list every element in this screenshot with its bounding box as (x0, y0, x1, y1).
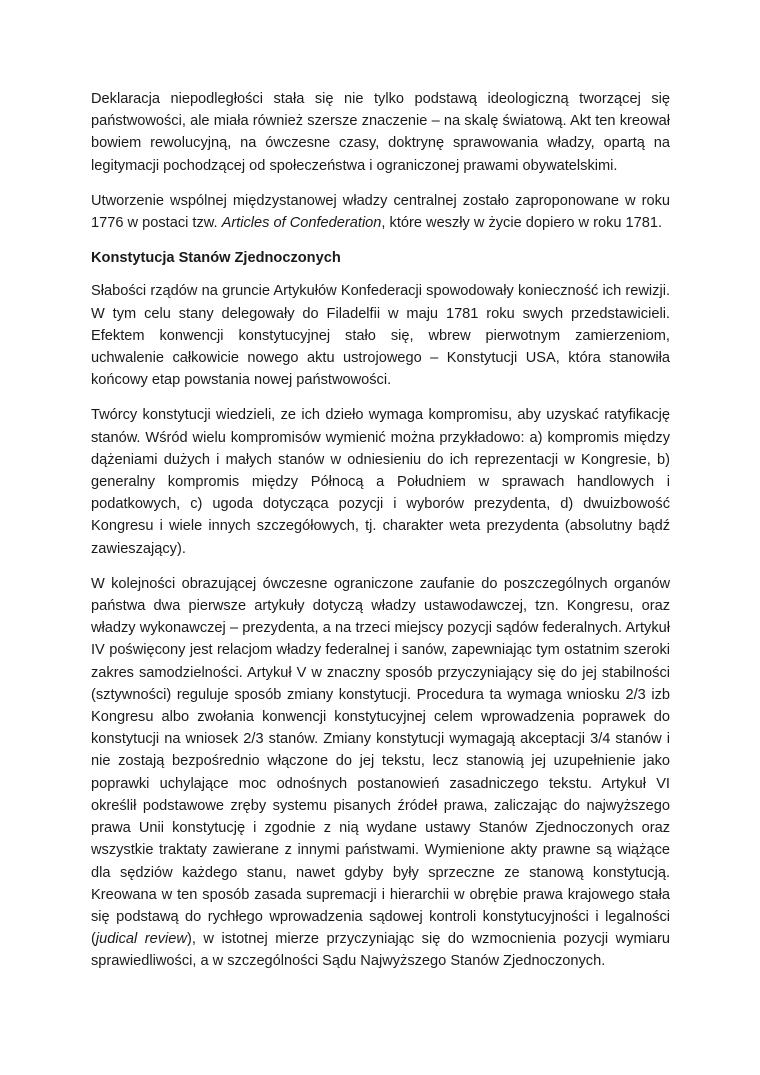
italic-term: judical review (95, 931, 187, 948)
paragraph-declaration: Deklaracja niepodległości stała się nie tylko podstawą ideologiczną tworzącej się państwowości, ale miała również szersze znaczenie – na skalę światową. Akt ten kreował bowiem rewolucyjną, na ówczesne czasy, doktrynę sprawowania władzy, opartą na legitymacji pochodzącej od społeczeństwa i ograniczonej prawami obywatelskimi. (91, 91, 670, 174)
text-span: Utworzenie wspólnej międzystanowej władzy centralnej zostało zaproponowane w roku 1776 w postaci tzw. (91, 192, 670, 232)
text-span: ), w istotnej mierze przyczyniając się do wzmocnienia pozycji wymiaru sprawiedliwości, a w szczególności Sądu Najwyższego Stanów Zjednoczonych. (91, 931, 670, 970)
paragraph-compromises: Twórcy konstytucji wiedzieli, ze ich dzieło wymaga kompromisu, aby uzyskać ratyfikację stanów. Wśród wielu kompromisów wymienić można przykładowo: a) kompromis między dążeniami dużych i małych stanów w odniesieniu do ich reprezentacji w Kongresie, b) generalny kompromis między Północą a Południem w sprawach handlowych i podatkowych, c) ugoda dotycząca pozycji i wyborów prezydenta, d) dwuizbowość Kongresu i wiele innych szczegółowych, tj. charakter weta prezydenta (absolutny bądź zawieszający). (91, 407, 670, 557)
paragraph-articles-of-confederation (91, 190, 670, 234)
section-heading: Konstytucja Stanów Zjednoczonych (91, 250, 341, 267)
paragraph-convention: Słabości rządów na gruncie Artykułów Konfederacji spowodowały konieczność ich rewizji. W tym celu stany delegowały do Filadelfii w maju 1781 roku swych przedstawicieli. Efektem konwencji konstytucyjnej stało się, wbrew pierwotnym zamierzeniom, uchwalenie całkowicie nowego aktu ustrojowego – Konstytucji USA, która stanowiła końcowy etap powstania nowej państwowości. (91, 283, 670, 389)
text-span: W kolejności obrazującej ówczesne ograniczone zaufanie do poszczególnych organów państwa dwa pierwsze artykuły dotyczą władzy ustawodawczej, tzn. Kongresu, oraz władzy wykonawczej – prezydenta, a na trzeci miejscy pozycji sądów federalnych. Artykuł IV poświęcony jest relacjom władzy federalnej i sanów, zapewniając tym ostatnim szeroki zakres samodzielności. Artykuł V w znaczny sposób przyczyniający się do jej stabilności (sztywności) reguluje sposób zmiany konstytucji. Procedura ta wymaga wniosku 2/3 izb Kongresu albo zwołania konwencji konstytucyjnej celem wprowadzenia poprawek do konstytucji na wniosek 2/3 stanów. Zmiany konstytucji wymagają akceptacji 3/4 stanów i nie zostają bezpośrednio włączone do jej tekstu, lecz stanowią jej uzupełnienie jako poprawki uchylające moc odnośnych postanowień zasadniczego tekstu. Artykuł VI określił podstawowe zręby systemu pisanych źródeł prawa, zaliczając do najwyższego prawa Unii konstytucję i zgodnie z nią wydane ustawy Stanów Zjednoczonych oraz wszystkie traktaty zawierane z innymi państwami. Wymienione akty prawne są wiążące dla sędziów każdego stanu, nawet gdyby były sprzeczne ze stanową konstytucją. Kreowana w ten sposób zasada supremacji i hierarchii w obrębie prawa krajowego stała się podstawą do rychłego wprowadzenia sądowej kontroli konstytucyjności i legalności ( (91, 575, 670, 948)
text-span: , które weszły w życie dopiero w roku 1781. (381, 215, 663, 232)
italic-title: Articles of Confederation (221, 215, 382, 232)
paragraph-articles (91, 573, 670, 973)
